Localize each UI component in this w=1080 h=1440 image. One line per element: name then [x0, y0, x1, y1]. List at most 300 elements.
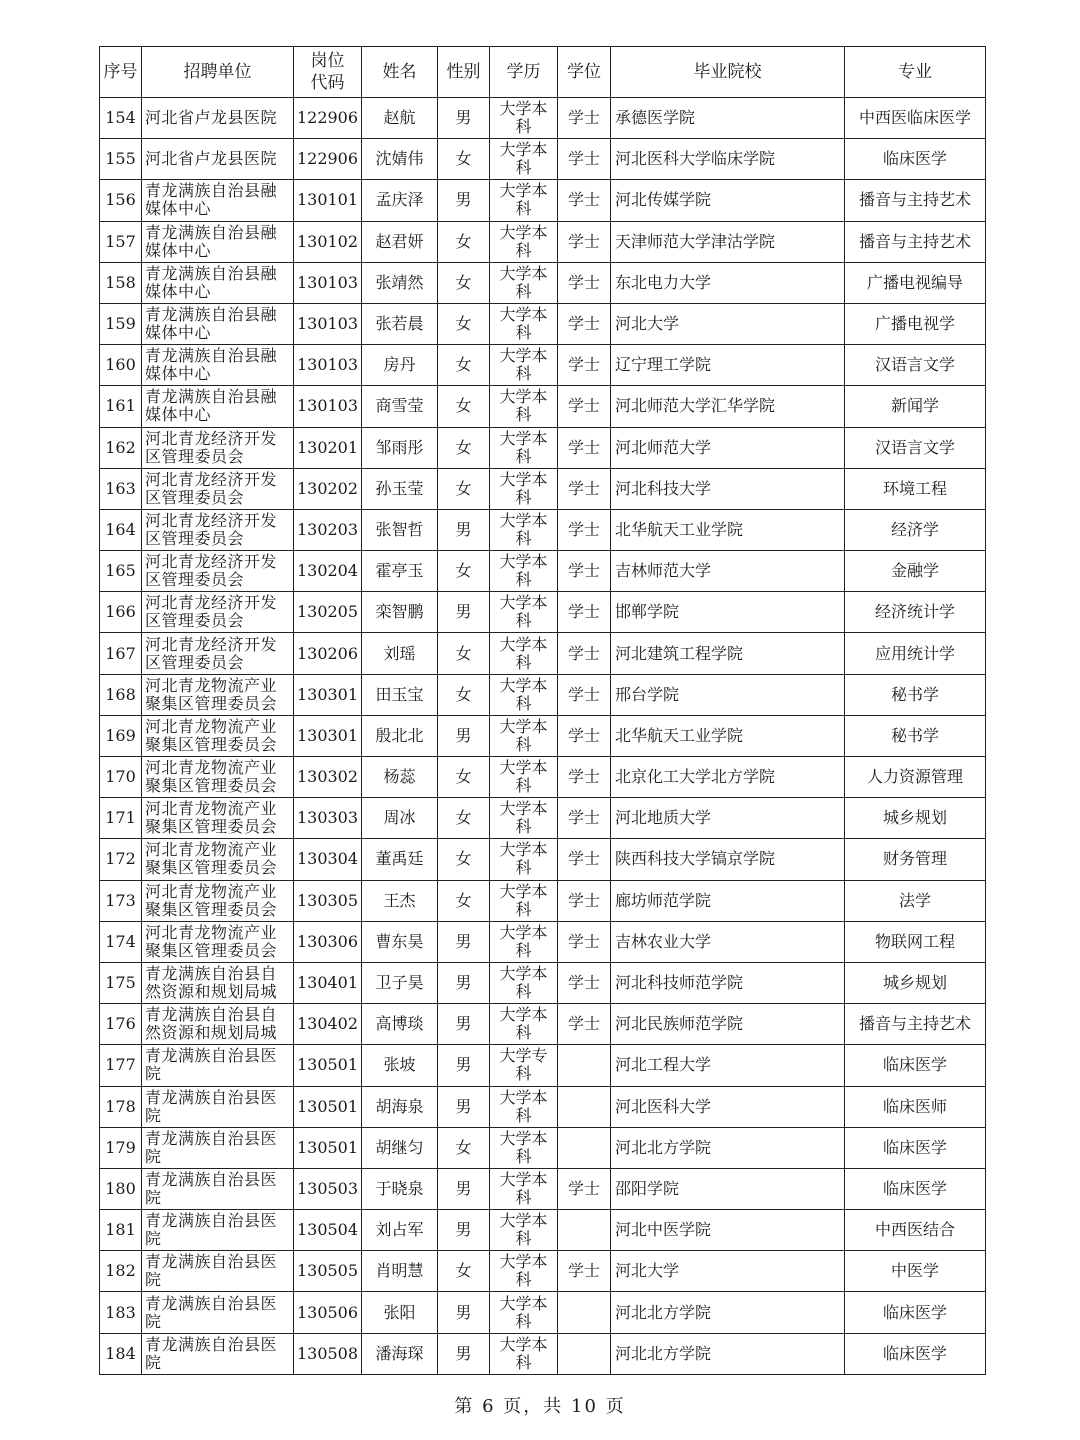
cell-degree: 学士 — [558, 962, 611, 1003]
table-header-row — [100, 47, 986, 98]
cell-unit-text: 河北青龙物流产业聚集区管理委员会 — [145, 758, 278, 796]
cell-education-text: 大学本科 — [499, 428, 548, 466]
cell-name: 赵君妍 — [362, 221, 438, 262]
cell-school: 河北医科大学 — [611, 1086, 845, 1127]
cell-school: 河北医科大学临床学院 — [611, 139, 845, 180]
cell-name: 刘瑶 — [362, 633, 438, 674]
cell-education — [490, 757, 558, 798]
cell-education — [490, 221, 558, 262]
cell-name: 潘海琛 — [362, 1333, 438, 1374]
cell-unit-text: 青龙满族自治县融媒体中心 — [145, 181, 278, 219]
cell-education — [490, 1004, 558, 1045]
cell-seq: 172 — [100, 839, 142, 880]
cell-unit-text: 青龙满族自治县融媒体中心 — [145, 346, 278, 384]
cell-seq: 177 — [100, 1045, 142, 1086]
table-row — [100, 962, 986, 1003]
table-row — [100, 139, 986, 180]
cell-education-text: 大学本科 — [499, 1169, 548, 1207]
cell-name: 张坡 — [362, 1045, 438, 1086]
cell-seq: 168 — [100, 674, 142, 715]
cell-school: 河北北方学院 — [611, 1333, 845, 1374]
table-row — [100, 1292, 986, 1333]
cell-gender: 男 — [438, 98, 490, 139]
cell-name: 孟庆泽 — [362, 180, 438, 221]
cell-degree — [558, 1086, 611, 1127]
cell-unit-text: 河北青龙经济开发区管理委员会 — [145, 428, 278, 466]
table-row — [100, 509, 986, 550]
table-row — [100, 468, 986, 509]
cell-major: 应用统计学 — [845, 633, 986, 674]
cell-name: 胡继匀 — [362, 1127, 438, 1168]
cell-unit — [142, 715, 294, 756]
cell-major: 临床医学 — [845, 1292, 986, 1333]
cell-education-text: 大学专科 — [499, 1046, 548, 1084]
cell-school: 河北师范大学 — [611, 427, 845, 468]
cell-education — [490, 303, 558, 344]
cell-unit — [142, 1333, 294, 1374]
table-row — [100, 880, 986, 921]
cell-major: 新闻学 — [845, 386, 986, 427]
cell-unit — [142, 921, 294, 962]
cell-degree: 学士 — [558, 386, 611, 427]
cell-gender: 女 — [438, 757, 490, 798]
cell-unit — [142, 1251, 294, 1292]
header-name: 姓名 — [362, 47, 438, 98]
cell-seq: 165 — [100, 551, 142, 592]
header-school: 毕业院校 — [611, 47, 845, 98]
cell-unit — [142, 757, 294, 798]
cell-unit — [142, 262, 294, 303]
cell-gender: 女 — [438, 139, 490, 180]
header-gender: 性别 — [438, 47, 490, 98]
cell-gender: 男 — [438, 592, 490, 633]
cell-gender: 女 — [438, 1127, 490, 1168]
table-body — [100, 98, 986, 1375]
cell-education — [490, 98, 558, 139]
cell-degree: 学士 — [558, 674, 611, 715]
header-post-code: 岗位代码 — [294, 47, 362, 98]
table-row — [100, 386, 986, 427]
cell-name: 房丹 — [362, 345, 438, 386]
cell-major: 临床医师 — [845, 1086, 986, 1127]
cell-post-code: 130303 — [294, 798, 362, 839]
table-row — [100, 180, 986, 221]
cell-degree — [558, 1210, 611, 1251]
cell-gender: 女 — [438, 880, 490, 921]
cell-unit-text: 河北青龙经济开发区管理委员会 — [145, 510, 278, 548]
cell-school: 河北中医学院 — [611, 1210, 845, 1251]
cell-gender: 女 — [438, 221, 490, 262]
cell-gender: 女 — [438, 633, 490, 674]
cell-post-code: 130204 — [294, 551, 362, 592]
cell-major: 中西医结合 — [845, 1210, 986, 1251]
cell-seq: 180 — [100, 1168, 142, 1209]
cell-gender: 女 — [438, 262, 490, 303]
cell-education-text: 大学本科 — [499, 305, 548, 343]
cell-school: 河北民族师范学院 — [611, 1004, 845, 1045]
cell-unit-text: 河北青龙经济开发区管理委员会 — [145, 634, 278, 672]
cell-education — [490, 633, 558, 674]
table-row — [100, 551, 986, 592]
cell-education — [490, 921, 558, 962]
cell-education-text: 大学本科 — [499, 799, 548, 837]
cell-education — [490, 1045, 558, 1086]
cell-post-code: 130508 — [294, 1333, 362, 1374]
table-row — [100, 427, 986, 468]
cell-major: 经济学 — [845, 509, 986, 550]
cell-seq: 184 — [100, 1333, 142, 1374]
cell-gender: 女 — [438, 427, 490, 468]
cell-gender: 男 — [438, 509, 490, 550]
cell-school: 邢台学院 — [611, 674, 845, 715]
table-row — [100, 757, 986, 798]
cell-degree: 学士 — [558, 633, 611, 674]
cell-major: 播音与主持艺术 — [845, 180, 986, 221]
cell-seq: 157 — [100, 221, 142, 262]
cell-post-code: 130202 — [294, 468, 362, 509]
cell-seq: 154 — [100, 98, 142, 139]
cell-name: 王杰 — [362, 880, 438, 921]
cell-school: 辽宁理工学院 — [611, 345, 845, 386]
cell-gender: 女 — [438, 345, 490, 386]
cell-unit-text: 青龙满族自治县自然资源和规划局城 — [145, 1005, 278, 1043]
cell-post-code: 130402 — [294, 1004, 362, 1045]
cell-education — [490, 1292, 558, 1333]
cell-gender: 男 — [438, 715, 490, 756]
cell-name: 董禹廷 — [362, 839, 438, 880]
cell-unit-text: 青龙满族自治县融媒体中心 — [145, 305, 278, 343]
cell-degree: 学士 — [558, 880, 611, 921]
cell-post-code: 130103 — [294, 262, 362, 303]
cell-education — [490, 468, 558, 509]
cell-education-text: 大学本科 — [499, 964, 548, 1002]
cell-school: 河北大学 — [611, 303, 845, 344]
page-footer: 第 6 页，共 10 页 — [454, 1396, 626, 1417]
cell-gender: 男 — [438, 1045, 490, 1086]
cell-seq: 179 — [100, 1127, 142, 1168]
cell-school: 北京化工大学北方学院 — [611, 757, 845, 798]
cell-post-code: 130301 — [294, 674, 362, 715]
table-row — [100, 921, 986, 962]
cell-unit-text: 青龙满族自治县医院 — [145, 1169, 278, 1207]
cell-unit-text: 河北青龙物流产业聚集区管理委员会 — [145, 840, 278, 878]
cell-school: 东北电力大学 — [611, 262, 845, 303]
cell-post-code: 130201 — [294, 427, 362, 468]
cell-unit-text: 青龙满族自治县医院 — [145, 1087, 278, 1125]
table-row — [100, 1333, 986, 1374]
cell-unit-text: 青龙满族自治县融媒体中心 — [145, 387, 278, 425]
cell-seq: 161 — [100, 386, 142, 427]
cell-gender: 男 — [438, 180, 490, 221]
cell-name: 周冰 — [362, 798, 438, 839]
cell-name: 邹雨彤 — [362, 427, 438, 468]
cell-post-code: 130103 — [294, 386, 362, 427]
cell-degree: 学士 — [558, 757, 611, 798]
cell-major: 广播电视编导 — [845, 262, 986, 303]
cell-post-code: 130205 — [294, 592, 362, 633]
table-row — [100, 1004, 986, 1045]
cell-gender: 男 — [438, 1086, 490, 1127]
cell-education-text: 大学本科 — [499, 1252, 548, 1290]
cell-education — [490, 1210, 558, 1251]
cell-education — [490, 1251, 558, 1292]
cell-seq: 166 — [100, 592, 142, 633]
cell-seq: 169 — [100, 715, 142, 756]
cell-education — [490, 509, 558, 550]
cell-seq: 160 — [100, 345, 142, 386]
cell-unit — [142, 345, 294, 386]
cell-post-code: 130505 — [294, 1251, 362, 1292]
cell-degree: 学士 — [558, 1004, 611, 1045]
cell-post-code: 130504 — [294, 1210, 362, 1251]
cell-degree: 学士 — [558, 468, 611, 509]
cell-school: 吉林农业大学 — [611, 921, 845, 962]
table-row — [100, 592, 986, 633]
cell-school: 承德医学院 — [611, 98, 845, 139]
cell-post-code: 130302 — [294, 757, 362, 798]
cell-gender: 男 — [438, 921, 490, 962]
table-row — [100, 1251, 986, 1292]
cell-unit — [142, 221, 294, 262]
cell-degree: 学士 — [558, 1168, 611, 1209]
cell-post-code: 122906 — [294, 139, 362, 180]
cell-name: 张靖然 — [362, 262, 438, 303]
cell-post-code: 130304 — [294, 839, 362, 880]
cell-unit — [142, 386, 294, 427]
cell-seq: 173 — [100, 880, 142, 921]
table-row — [100, 798, 986, 839]
cell-seq: 181 — [100, 1210, 142, 1251]
cell-major: 秘书学 — [845, 715, 986, 756]
cell-major: 临床医学 — [845, 139, 986, 180]
cell-school: 河北科技大学 — [611, 468, 845, 509]
cell-major: 汉语言文学 — [845, 345, 986, 386]
cell-post-code: 130501 — [294, 1086, 362, 1127]
cell-seq: 156 — [100, 180, 142, 221]
cell-post-code: 130501 — [294, 1045, 362, 1086]
cell-education-text: 大学本科 — [499, 1087, 548, 1125]
cell-unit-text: 青龙满族自治县医院 — [145, 1252, 278, 1290]
cell-unit-text: 河北青龙物流产业聚集区管理委员会 — [145, 881, 278, 919]
cell-seq: 174 — [100, 921, 142, 962]
cell-unit — [142, 633, 294, 674]
cell-unit-text: 青龙满族自治县医院 — [145, 1128, 278, 1166]
cell-name: 张阳 — [362, 1292, 438, 1333]
cell-post-code: 130401 — [294, 962, 362, 1003]
cell-education-text: 大学本科 — [499, 1293, 548, 1331]
cell-post-code: 122906 — [294, 98, 362, 139]
table-row — [100, 221, 986, 262]
cell-school: 廊坊师范学院 — [611, 880, 845, 921]
cell-unit-text: 河北青龙物流产业聚集区管理委员会 — [145, 922, 278, 960]
cell-education-text: 大学本科 — [499, 675, 548, 713]
cell-education — [490, 551, 558, 592]
cell-degree: 学士 — [558, 303, 611, 344]
cell-post-code: 130506 — [294, 1292, 362, 1333]
cell-unit-text: 青龙满族自治县医院 — [145, 1211, 278, 1249]
cell-unit — [142, 551, 294, 592]
cell-degree: 学士 — [558, 98, 611, 139]
cell-unit — [142, 1210, 294, 1251]
cell-education — [490, 1168, 558, 1209]
header-degree: 学位 — [558, 47, 611, 98]
cell-degree: 学士 — [558, 839, 611, 880]
cell-post-code: 130306 — [294, 921, 362, 962]
cell-seq: 164 — [100, 509, 142, 550]
cell-school: 天津师范大学津沽学院 — [611, 221, 845, 262]
cell-seq: 162 — [100, 427, 142, 468]
cell-gender: 男 — [438, 1210, 490, 1251]
cell-education-text: 大学本科 — [499, 758, 548, 796]
cell-school: 河北传媒学院 — [611, 180, 845, 221]
cell-unit-text: 青龙满族自治县自然资源和规划局城 — [145, 964, 278, 1002]
cell-seq: 159 — [100, 303, 142, 344]
cell-unit — [142, 139, 294, 180]
cell-gender: 女 — [438, 468, 490, 509]
cell-seq: 178 — [100, 1086, 142, 1127]
cell-education — [490, 139, 558, 180]
cell-education-text: 大学本科 — [499, 881, 548, 919]
cell-major: 中医学 — [845, 1251, 986, 1292]
cell-post-code: 130102 — [294, 221, 362, 262]
table-row — [100, 1210, 986, 1251]
cell-gender: 男 — [438, 962, 490, 1003]
cell-school: 北华航天工业学院 — [611, 715, 845, 756]
cell-gender: 女 — [438, 386, 490, 427]
cell-unit-text: 河北青龙经济开发区管理委员会 — [145, 593, 278, 631]
cell-unit-text: 河北青龙经济开发区管理委员会 — [145, 552, 278, 590]
cell-post-code: 130301 — [294, 715, 362, 756]
cell-name: 孙玉莹 — [362, 468, 438, 509]
cell-unit-text: 河北青龙经济开发区管理委员会 — [145, 469, 278, 507]
cell-unit-text: 青龙满族自治县融媒体中心 — [145, 222, 278, 260]
cell-post-code: 130305 — [294, 880, 362, 921]
cell-name: 卫子昊 — [362, 962, 438, 1003]
cell-major: 临床医学 — [845, 1127, 986, 1168]
cell-unit — [142, 1292, 294, 1333]
table-row — [100, 303, 986, 344]
cell-unit — [142, 1168, 294, 1209]
cell-degree: 学士 — [558, 345, 611, 386]
cell-major: 中西医临床医学 — [845, 98, 986, 139]
cell-major: 秘书学 — [845, 674, 986, 715]
cell-degree: 学士 — [558, 921, 611, 962]
cell-education — [490, 262, 558, 303]
cell-major: 财务管理 — [845, 839, 986, 880]
cell-school: 河北北方学院 — [611, 1292, 845, 1333]
cell-degree — [558, 1127, 611, 1168]
cell-degree: 学士 — [558, 262, 611, 303]
cell-education — [490, 674, 558, 715]
table-row — [100, 98, 986, 139]
recruitment-table — [99, 46, 986, 1375]
cell-name: 霍亭玉 — [362, 551, 438, 592]
cell-education — [490, 715, 558, 756]
cell-school: 邯郸学院 — [611, 592, 845, 633]
cell-education — [490, 1127, 558, 1168]
header-education: 学历 — [490, 47, 558, 98]
cell-name: 赵航 — [362, 98, 438, 139]
cell-education-text: 大学本科 — [499, 634, 548, 672]
cell-degree — [558, 1045, 611, 1086]
header-unit: 招聘单位 — [142, 47, 294, 98]
cell-education-text: 大学本科 — [499, 99, 548, 137]
cell-degree — [558, 1333, 611, 1374]
cell-school: 吉林师范大学 — [611, 551, 845, 592]
cell-degree: 学士 — [558, 1251, 611, 1292]
table-row — [100, 1086, 986, 1127]
cell-education — [490, 1333, 558, 1374]
cell-major: 环境工程 — [845, 468, 986, 509]
cell-education-text: 大学本科 — [499, 140, 548, 178]
cell-seq: 175 — [100, 962, 142, 1003]
cell-school: 河北建筑工程学院 — [611, 633, 845, 674]
cell-name: 于晓泉 — [362, 1168, 438, 1209]
cell-major: 临床医学 — [845, 1333, 986, 1374]
recruitment-table-sheet — [99, 46, 985, 1375]
cell-unit — [142, 1086, 294, 1127]
cell-name: 刘占军 — [362, 1210, 438, 1251]
cell-education-text: 大学本科 — [499, 222, 548, 260]
cell-gender: 女 — [438, 839, 490, 880]
table-row — [100, 1127, 986, 1168]
cell-major: 物联网工程 — [845, 921, 986, 962]
cell-education — [490, 798, 558, 839]
cell-major: 播音与主持艺术 — [845, 221, 986, 262]
cell-major: 金融学 — [845, 551, 986, 592]
table-row — [100, 674, 986, 715]
cell-major: 法学 — [845, 880, 986, 921]
cell-major: 经济统计学 — [845, 592, 986, 633]
cell-post-code: 130503 — [294, 1168, 362, 1209]
cell-post-code: 130103 — [294, 345, 362, 386]
cell-seq: 176 — [100, 1004, 142, 1045]
cell-degree: 学士 — [558, 509, 611, 550]
table-row — [100, 839, 986, 880]
cell-degree: 学士 — [558, 221, 611, 262]
cell-unit-text: 河北省卢龙县医院 — [145, 108, 278, 128]
cell-education-text: 大学本科 — [499, 510, 548, 548]
cell-education — [490, 427, 558, 468]
cell-major: 播音与主持艺术 — [845, 1004, 986, 1045]
cell-name: 张智哲 — [362, 509, 438, 550]
cell-name: 栾智鹏 — [362, 592, 438, 633]
cell-major: 城乡规划 — [845, 798, 986, 839]
table-row — [100, 1045, 986, 1086]
cell-degree: 学士 — [558, 180, 611, 221]
cell-school: 河北大学 — [611, 1251, 845, 1292]
cell-education-text: 大学本科 — [499, 593, 548, 631]
header-seq: 序号 — [100, 47, 142, 98]
cell-unit — [142, 839, 294, 880]
cell-name: 高博琰 — [362, 1004, 438, 1045]
cell-seq: 158 — [100, 262, 142, 303]
cell-degree — [558, 1292, 611, 1333]
table-row — [100, 262, 986, 303]
cell-unit — [142, 427, 294, 468]
cell-school: 陕西科技大学镐京学院 — [611, 839, 845, 880]
cell-education-text: 大学本科 — [499, 1005, 548, 1043]
cell-major: 广播电视学 — [845, 303, 986, 344]
cell-seq: 183 — [100, 1292, 142, 1333]
cell-unit — [142, 1045, 294, 1086]
table-row — [100, 715, 986, 756]
cell-unit — [142, 592, 294, 633]
cell-seq: 170 — [100, 757, 142, 798]
cell-name: 胡海泉 — [362, 1086, 438, 1127]
cell-unit — [142, 509, 294, 550]
cell-education-text: 大学本科 — [499, 181, 548, 219]
